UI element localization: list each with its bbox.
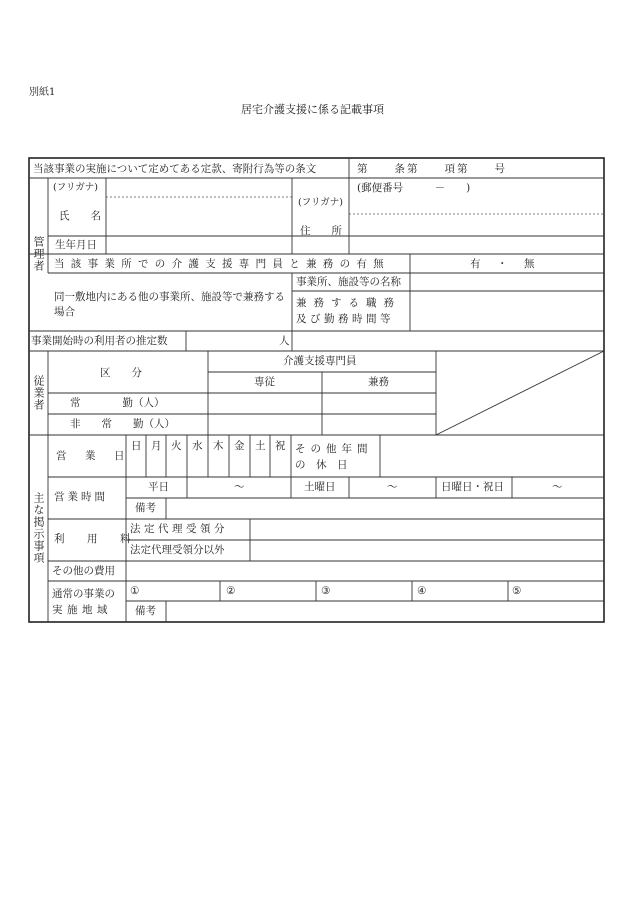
- appendix-label: 別紙1: [29, 87, 56, 98]
- postal-code-field[interactable]: (郵便番号 － ): [357, 182, 471, 194]
- address-label: 住 所: [300, 225, 342, 237]
- articles-label: 当該事業の実施について定めてある定款、寄附行為等の条文: [33, 163, 317, 175]
- day-sun[interactable]: 日: [131, 440, 142, 452]
- fee-proxy-label: 法定代理受領分: [130, 523, 228, 535]
- regular-staff-label: 常 勤（人）: [70, 397, 165, 409]
- care-manager-header: 介護支援専門員: [283, 355, 357, 367]
- saturday-label: 土曜日: [304, 481, 336, 493]
- page-title: 居宅介護支援に係る記載事項: [241, 103, 384, 116]
- service-area-label-1: 通常の事業の: [52, 588, 115, 600]
- day-holiday[interactable]: 祝: [275, 440, 286, 452]
- concurrent-duty-value[interactable]: 有 ・ 無: [470, 258, 538, 270]
- birthdate-label: 生年月日: [55, 239, 97, 251]
- notices-group-label: 主な掲示事項: [32, 492, 45, 564]
- area-4[interactable]: ④: [417, 585, 427, 597]
- weekday-tilde: 〜: [234, 481, 245, 493]
- estimated-users-label: 事業開始時の利用者の推定数: [31, 335, 168, 347]
- full-time-header: 専従: [254, 376, 275, 388]
- duties-label-line2: 及び勤務時間等: [296, 313, 394, 325]
- annual-holidays-label-2: の 休 日: [295, 459, 348, 471]
- day-tue[interactable]: 火: [171, 440, 182, 452]
- other-facility-label: 同一敷地内にある他の事業所、施設等で兼務する場合: [54, 291, 285, 318]
- manager-group-label: 管理者: [32, 236, 45, 272]
- sunday-tilde: 〜: [552, 481, 563, 493]
- duties-label-line1: 兼務する職務: [296, 297, 401, 309]
- area-1[interactable]: ①: [130, 585, 140, 597]
- annual-holidays-label-1: その他年間: [295, 443, 373, 455]
- business-days-label: 営 業 日: [56, 450, 129, 462]
- name-label: 氏 名: [59, 210, 101, 222]
- concurrent-header: 兼務: [368, 376, 389, 388]
- day-thu[interactable]: 木: [213, 440, 224, 452]
- category-header: 区 分: [100, 367, 142, 379]
- fee-other-label: 法定代理受領分以外: [130, 544, 225, 556]
- day-sat[interactable]: 土: [255, 440, 266, 452]
- articles-value[interactable]: 第 条第 項第 号: [357, 163, 507, 175]
- furigana-label: (フリガナ): [53, 182, 98, 193]
- hours-remarks-label: 備考: [135, 502, 156, 514]
- concurrent-duty-label: 当該事業所での介護支援専門員と兼務の有無: [54, 258, 390, 270]
- part-time-staff-label: 非 常 勤（人）: [70, 418, 175, 430]
- users-unit: 人: [279, 335, 290, 347]
- area-5[interactable]: ⑤: [512, 585, 522, 597]
- fees-label: 利 用 料: [54, 533, 137, 545]
- other-costs-label: その他の費用: [52, 565, 115, 577]
- area-3[interactable]: ③: [321, 585, 331, 597]
- day-fri[interactable]: 金: [234, 440, 245, 452]
- sunday-holiday-label: 日曜日・祝日: [441, 481, 504, 493]
- saturday-tilde: 〜: [387, 481, 398, 493]
- day-mon[interactable]: 月: [151, 440, 162, 452]
- staff-group-label: 従業者: [32, 375, 45, 411]
- business-hours-label: 営業時間: [54, 491, 108, 503]
- service-area-label-2: 実施地域: [52, 604, 112, 616]
- address-furigana-label: (フリガナ): [298, 197, 343, 208]
- facility-name-label: 事業所、施設等の名称: [296, 276, 401, 288]
- weekday-label: 平日: [148, 481, 169, 493]
- day-wed[interactable]: 水: [192, 440, 203, 452]
- area-2[interactable]: ②: [226, 585, 236, 597]
- area-remarks-label: 備考: [135, 605, 156, 617]
